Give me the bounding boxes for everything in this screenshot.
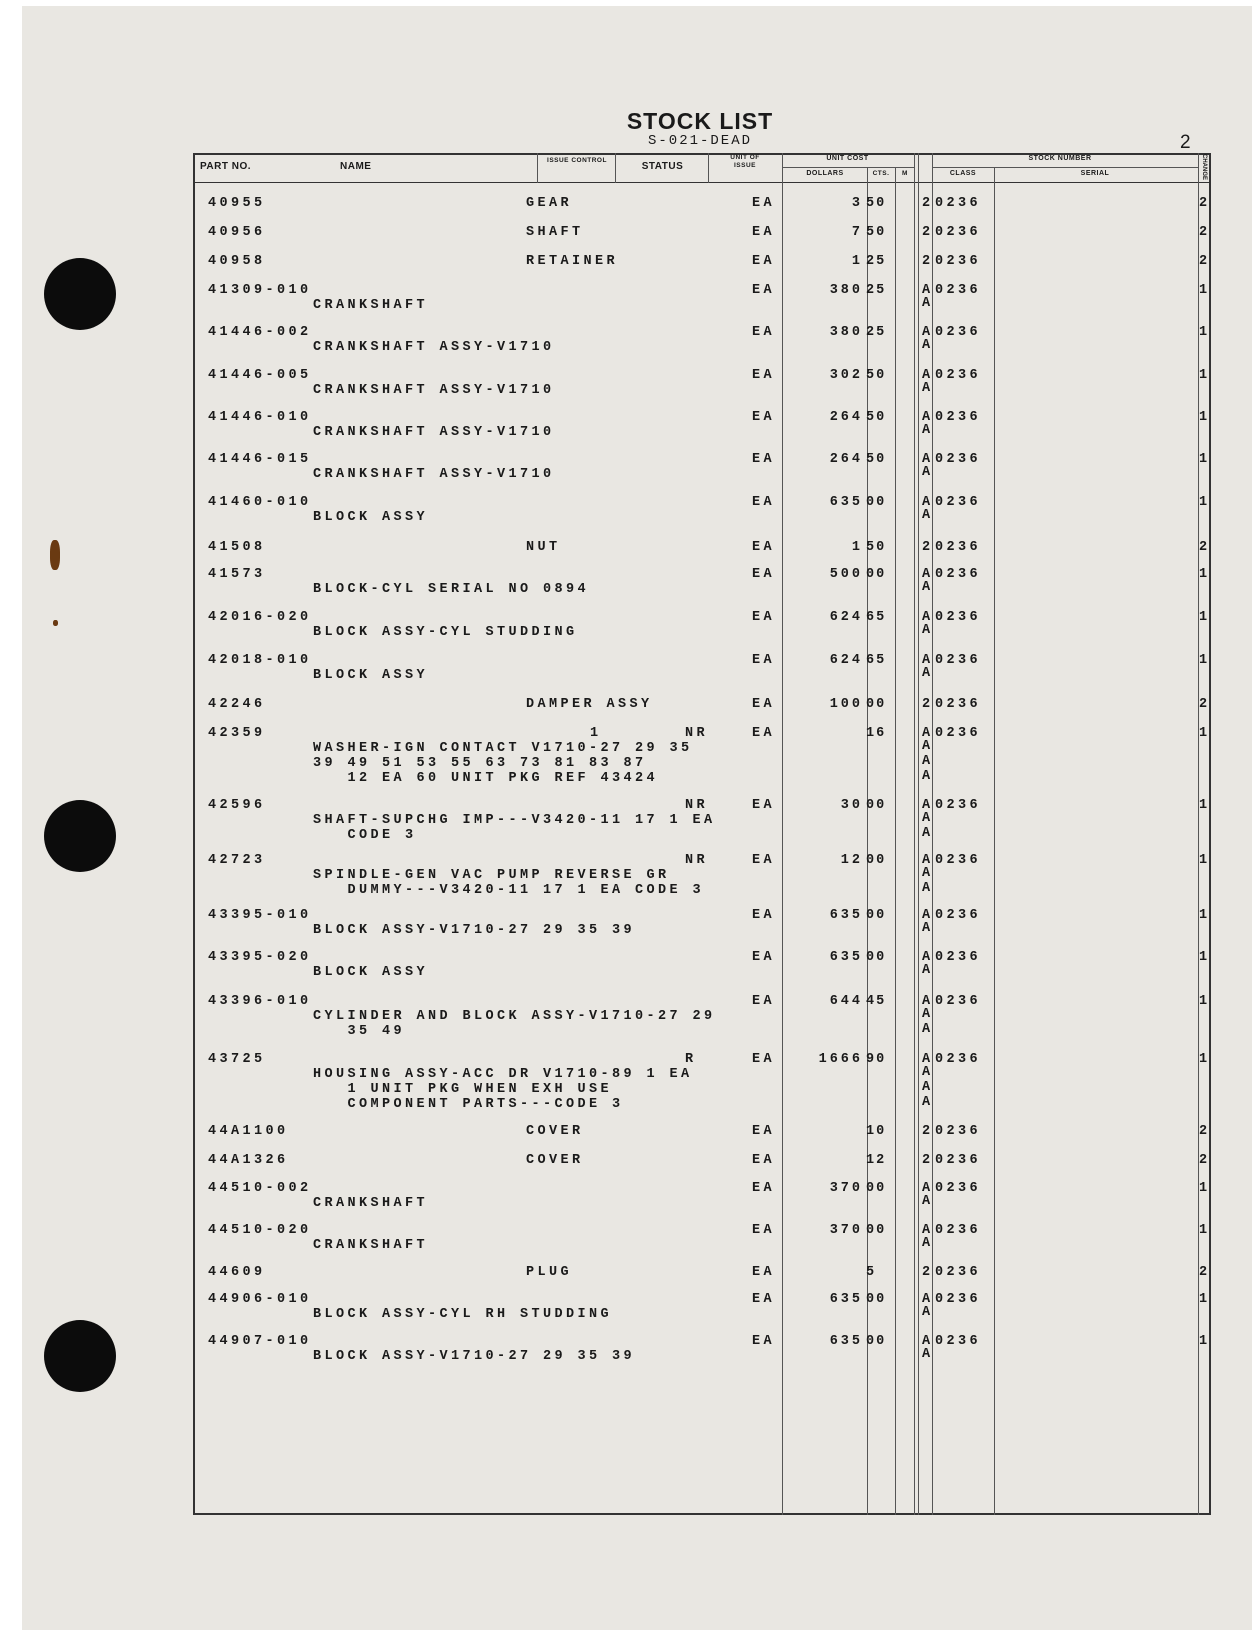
stock-class: 0236: [935, 908, 982, 923]
part-number: 41446-010: [208, 410, 312, 425]
change-code: 1: [1199, 1181, 1208, 1196]
part-number: 44510-020: [208, 1223, 312, 1238]
header-unit-cost: UNIT COST: [826, 155, 869, 162]
cost-cents: 25: [866, 254, 887, 269]
item-name: BLOCK-CYL SERIAL NO 0894: [313, 582, 590, 597]
change-code: 1: [1199, 653, 1208, 668]
header-status: STATUS: [641, 161, 684, 172]
item-name: BLOCK ASSY: [313, 668, 429, 683]
cost-m-code-continued: A: [922, 1194, 931, 1209]
change-code: 1: [1199, 1334, 1208, 1349]
issue-control: NR: [685, 726, 709, 741]
cost-cents: 00: [866, 697, 887, 712]
cost-m-code: A: [922, 567, 931, 582]
page-number: 2: [1180, 132, 1191, 153]
change-code: 1: [1199, 1223, 1208, 1238]
cost-cents: 00: [866, 1181, 887, 1196]
cost-cents: 50: [866, 452, 887, 467]
cost-dollars: 30: [840, 798, 863, 813]
item-name: COVER: [526, 1124, 584, 1139]
cost-m-code: 2: [922, 540, 931, 555]
cost-dollars: 1: [851, 254, 863, 269]
cost-m-code: 2: [922, 225, 931, 240]
item-name: PLUG: [526, 1265, 573, 1280]
stock-class: 0236: [935, 1153, 982, 1168]
stock-class: 0236: [935, 798, 982, 813]
change-code: 1: [1199, 798, 1208, 813]
change-code: 2: [1199, 697, 1208, 712]
item-name: WASHER-IGN CONTACT V1710-27 29 35: [313, 741, 693, 756]
stock-class: 0236: [935, 452, 982, 467]
unit-of-issue: EA: [752, 908, 776, 923]
part-number: 42596: [208, 798, 266, 813]
cost-m-code-continued: A: [922, 1007, 931, 1022]
column-divider: [994, 168, 995, 1515]
cost-cents: 65: [866, 653, 887, 668]
part-number: 42246: [208, 697, 266, 712]
cost-cents: 25: [866, 325, 887, 340]
item-name-continued: 39 49 51 53 55 63 73 81 83 87: [313, 756, 647, 771]
stock-class: 0236: [935, 283, 982, 298]
column-divider: [782, 153, 783, 1515]
column-divider: [914, 153, 915, 1515]
stock-class: 0236: [935, 495, 982, 510]
item-name: SHAFT-SUPCHG IMP---V3420-11 17 1 EA: [313, 813, 716, 828]
cost-cents: 16: [866, 726, 887, 741]
cost-m-code: A: [922, 1052, 931, 1067]
cost-cents: 50: [866, 540, 887, 555]
part-number: 44906-010: [208, 1292, 312, 1307]
stock-class: 0236: [935, 653, 982, 668]
item-name: COVER: [526, 1153, 584, 1168]
item-name-continued: 12 EA 60 UNIT PKG REF 43424: [313, 771, 659, 786]
item-name: CRANKSHAFT ASSY-V1710: [313, 425, 555, 440]
change-code: 1: [1199, 567, 1208, 582]
column-divider: [918, 153, 919, 1515]
header-change: CHANGE: [1201, 154, 1207, 181]
issue-control: NR: [685, 853, 709, 868]
stock-class: 0236: [935, 368, 982, 383]
column-divider: [537, 153, 538, 183]
stock-class: 0236: [935, 1052, 982, 1067]
item-name-continued: CODE 3: [313, 828, 417, 843]
page-subtitle: S-021-DEAD: [647, 133, 752, 149]
cost-dollars: 380: [829, 325, 863, 340]
cost-dollars: 3: [851, 196, 863, 211]
part-number: 42359: [208, 726, 266, 741]
stock-class: 0236: [935, 196, 982, 211]
cost-dollars: 264: [829, 452, 863, 467]
unit-of-issue: EA: [752, 225, 776, 240]
change-code: 1: [1199, 853, 1208, 868]
part-number: 41446-005: [208, 368, 312, 383]
header-stock-number: STOCK NUMBER: [1028, 155, 1092, 162]
part-number: 41446-015: [208, 452, 312, 467]
cost-m-code-continued: A: [922, 580, 931, 595]
cost-dollars: 635: [829, 495, 863, 510]
item-name: CRANKSHAFT: [313, 1238, 429, 1253]
cost-m-code: A: [922, 908, 931, 923]
stock-class: 0236: [935, 994, 982, 1009]
part-number: 43395-010: [208, 908, 312, 923]
item-name-continued: DUMMY---V3420-11 17 1 EA CODE 3: [313, 883, 705, 898]
stock-class: 0236: [935, 1124, 982, 1139]
unit-of-issue: EA: [752, 1223, 776, 1238]
cost-m-code: 2: [922, 1153, 931, 1168]
stock-class: 0236: [935, 567, 982, 582]
stock-class: 0236: [935, 325, 982, 340]
stock-class: 0236: [935, 697, 982, 712]
cost-m-code-continued: A: [922, 1065, 931, 1080]
change-code: 1: [1199, 283, 1208, 298]
cost-dollars: 370: [829, 1181, 863, 1196]
cost-cents: 50: [866, 225, 887, 240]
cost-m-code-continued: A: [922, 811, 931, 826]
unit-of-issue: EA: [752, 368, 776, 383]
unit-of-issue: EA: [752, 653, 776, 668]
cost-m-code: A: [922, 410, 931, 425]
unit-of-issue: EA: [752, 495, 776, 510]
part-number: 43396-010: [208, 994, 312, 1009]
change-code: 1: [1199, 325, 1208, 340]
part-number: 44A1326: [208, 1153, 289, 1168]
item-name: CRANKSHAFT ASSY-V1710: [313, 340, 555, 355]
cost-m-code-continued: A: [922, 1080, 931, 1095]
header-serial: SERIAL: [1080, 170, 1110, 177]
item-name: SHAFT: [526, 225, 584, 240]
cost-dollars: 635: [829, 908, 863, 923]
cost-m-code-continued: A: [922, 739, 931, 754]
cost-cents: 00: [866, 853, 887, 868]
cost-m-code: 2: [922, 196, 931, 211]
page-title: STOCK LIST: [626, 108, 774, 134]
unit-of-issue: EA: [752, 1052, 776, 1067]
change-code: 2: [1199, 1153, 1208, 1168]
part-number: 44907-010: [208, 1334, 312, 1349]
change-code: 1: [1199, 726, 1208, 741]
item-name: NUT: [526, 540, 561, 555]
cost-m-code: 2: [922, 1124, 931, 1139]
part-number: 43725: [208, 1052, 266, 1067]
item-name: GEAR: [526, 196, 573, 211]
stock-class: 0236: [935, 610, 982, 625]
stock-class: 0236: [935, 950, 982, 965]
cost-m-code-continued: A: [922, 1236, 931, 1251]
change-code: 1: [1199, 368, 1208, 383]
cost-m-code-continued: A: [922, 769, 931, 784]
unit-of-issue: EA: [752, 1181, 776, 1196]
cost-m-code-continued: A: [922, 1022, 931, 1037]
cost-m-code-continued: A: [922, 881, 931, 896]
cost-dollars: 635: [829, 950, 863, 965]
stock-class: 0236: [935, 540, 982, 555]
part-number: 44A1100: [208, 1124, 289, 1139]
unit-of-issue: EA: [752, 950, 776, 965]
unit-of-issue: EA: [752, 283, 776, 298]
unit-of-issue: EA: [752, 1265, 776, 1280]
cost-m-code-continued: A: [922, 754, 931, 769]
header-class: CLASS: [949, 170, 977, 177]
cost-cents: 00: [866, 950, 887, 965]
unit-of-issue: EA: [752, 726, 776, 741]
cost-cents: 00: [866, 1223, 887, 1238]
item-name: BLOCK ASSY-CYL RH STUDDING: [313, 1307, 613, 1322]
stock-class: 0236: [935, 225, 982, 240]
part-number: 41309-010: [208, 283, 312, 298]
cost-dollars: 100: [829, 697, 863, 712]
cost-dollars: 635: [829, 1334, 863, 1349]
unit-of-issue: EA: [752, 567, 776, 582]
cost-dollars: 624: [829, 610, 863, 625]
column-divider: [615, 153, 616, 183]
part-number: 41446-002: [208, 325, 312, 340]
part-number: 40955: [208, 196, 266, 211]
unit-of-issue: EA: [752, 254, 776, 269]
cost-cents: 50: [866, 196, 887, 211]
stock-class: 0236: [935, 1223, 982, 1238]
cost-m-code: A: [922, 283, 931, 298]
issue-control: NR: [685, 798, 709, 813]
cost-cents: 00: [866, 798, 887, 813]
cost-m-code-continued: A: [922, 623, 931, 638]
cost-m-code-continued: A: [922, 381, 931, 396]
item-name: BLOCK ASSY: [313, 510, 429, 525]
change-code: 2: [1199, 1265, 1208, 1280]
part-number: 44510-002: [208, 1181, 312, 1196]
change-code: 2: [1199, 254, 1208, 269]
cost-dollars: 635: [829, 1292, 863, 1307]
unit-of-issue: EA: [752, 410, 776, 425]
cost-m-code: A: [922, 798, 931, 813]
cost-m-code-continued: A: [922, 296, 931, 311]
cost-m-code-continued: A: [922, 423, 931, 438]
cost-m-code-continued: A: [922, 1095, 931, 1110]
part-number: 41508: [208, 540, 266, 555]
cost-cents: 90: [866, 1052, 887, 1067]
item-name: CRANKSHAFT: [313, 298, 429, 313]
item-name: SPINDLE-GEN VAC PUMP REVERSE GR: [313, 868, 670, 883]
cost-m-code: A: [922, 325, 931, 340]
part-number: 42723: [208, 853, 266, 868]
cost-dollars: 1666: [818, 1052, 863, 1067]
cost-cents: 12: [866, 1153, 887, 1168]
item-name: CRANKSHAFT ASSY-V1710: [313, 467, 555, 482]
rust-stain: [53, 620, 58, 626]
item-name-continued: 35 49: [313, 1024, 406, 1039]
header-cts: CTS.: [872, 170, 890, 177]
cost-dollars: 500: [829, 567, 863, 582]
change-code: 1: [1199, 452, 1208, 467]
binder-hole: [44, 1320, 116, 1392]
cost-m-code: A: [922, 452, 931, 467]
stock-class: 0236: [935, 1265, 982, 1280]
stock-class: 0236: [935, 1292, 982, 1307]
item-name: BLOCK ASSY-CYL STUDDING: [313, 625, 578, 640]
cost-dollars: 624: [829, 653, 863, 668]
change-code: 1: [1199, 410, 1208, 425]
cost-m-code: A: [922, 653, 931, 668]
cost-cents: 00: [866, 908, 887, 923]
header-name: NAME: [340, 161, 372, 172]
part-number: 42018-010: [208, 653, 312, 668]
cost-m-code: A: [922, 1334, 931, 1349]
unit-of-issue: EA: [752, 325, 776, 340]
item-name: CRANKSHAFT ASSY-V1710: [313, 383, 555, 398]
cost-m-code: A: [922, 726, 931, 741]
stock-class: 0236: [935, 726, 982, 741]
cost-m-code: A: [922, 950, 931, 965]
cost-m-code: A: [922, 368, 931, 383]
item-name: CRANKSHAFT: [313, 1196, 429, 1211]
item-name: BLOCK ASSY: [313, 965, 429, 980]
cost-cents: 65: [866, 610, 887, 625]
stock-class: 0236: [935, 410, 982, 425]
cost-dollars: 264: [829, 410, 863, 425]
cost-dollars: 12: [840, 853, 863, 868]
column-divider: [708, 153, 709, 183]
column-divider: [895, 168, 896, 1515]
item-name: DAMPER ASSY: [526, 697, 653, 712]
cost-dollars: 370: [829, 1223, 863, 1238]
header-subdivider: [782, 167, 914, 168]
cost-cents: 25: [866, 283, 887, 298]
binder-hole: [44, 800, 116, 872]
cost-m-code-continued: A: [922, 963, 931, 978]
cost-cents: 00: [866, 567, 887, 582]
cost-cents: 50: [866, 368, 887, 383]
column-divider: [932, 153, 933, 1515]
cost-cents: 00: [866, 1292, 887, 1307]
cost-m-code: A: [922, 994, 931, 1009]
unit-of-issue: EA: [752, 610, 776, 625]
header-part-no: PART NO.: [200, 161, 252, 172]
header-divider: [193, 182, 1211, 183]
cost-m-code-continued: A: [922, 866, 931, 881]
change-code: 1: [1199, 908, 1208, 923]
item-name-continued: 1 UNIT PKG WHEN EXH USE: [313, 1082, 613, 1097]
part-number: 42016-020: [208, 610, 312, 625]
stock-class: 0236: [935, 1334, 982, 1349]
binder-hole: [44, 258, 116, 330]
part-number: 43395-020: [208, 950, 312, 965]
header-unit-of-issue: UNIT OF ISSUE: [730, 154, 760, 169]
part-number: 41460-010: [208, 495, 312, 510]
cost-cents: 00: [866, 495, 887, 510]
part-number: 44609: [208, 1265, 266, 1280]
issue-control: R: [685, 1052, 697, 1067]
unit-of-issue: EA: [752, 853, 776, 868]
item-name: RETAINER: [526, 254, 619, 269]
cost-m-code: 2: [922, 697, 931, 712]
item-name-continued: COMPONENT PARTS---CODE 3: [313, 1097, 624, 1112]
cost-cents: 5: [866, 1265, 877, 1280]
change-code: 2: [1199, 540, 1208, 555]
unit-of-issue: EA: [752, 540, 776, 555]
cost-dollars: 1: [851, 540, 863, 555]
unit-of-issue: EA: [752, 697, 776, 712]
cost-m-code-continued: A: [922, 826, 931, 841]
cost-dollars: 380: [829, 283, 863, 298]
cost-cents: 45: [866, 994, 887, 1009]
cost-cents: 10: [866, 1124, 887, 1139]
header-issue-control: ISSUE CONTROL: [547, 157, 607, 164]
change-code: 1: [1199, 950, 1208, 965]
unit-of-issue: EA: [752, 452, 776, 467]
stock-class: 0236: [935, 254, 982, 269]
quantity-note: 1: [590, 726, 602, 741]
item-name: CYLINDER AND BLOCK ASSY-V1710-27 29: [313, 1009, 716, 1024]
column-divider: [1198, 153, 1199, 1515]
item-name: BLOCK ASSY-V1710-27 29 35 39: [313, 1349, 636, 1364]
cost-m-code: 2: [922, 1265, 931, 1280]
part-number: 41573: [208, 567, 266, 582]
cost-m-code-continued: A: [922, 1347, 931, 1362]
item-name: BLOCK ASSY-V1710-27 29 35 39: [313, 923, 636, 938]
change-code: 2: [1199, 1124, 1208, 1139]
unit-of-issue: EA: [752, 1124, 776, 1139]
unit-of-issue: EA: [752, 1334, 776, 1349]
cost-m-code-continued: A: [922, 508, 931, 523]
cost-dollars: 302: [829, 368, 863, 383]
cost-cents: 50: [866, 410, 887, 425]
part-number: 40956: [208, 225, 266, 240]
change-code: 2: [1199, 225, 1208, 240]
change-code: 1: [1199, 1052, 1208, 1067]
cost-m-code-continued: A: [922, 338, 931, 353]
unit-of-issue: EA: [752, 1292, 776, 1307]
cost-cents: 00: [866, 1334, 887, 1349]
cost-m-code: A: [922, 610, 931, 625]
cost-m-code-continued: A: [922, 465, 931, 480]
unit-of-issue: EA: [752, 196, 776, 211]
cost-m-code: A: [922, 853, 931, 868]
cost-dollars: 7: [851, 225, 863, 240]
header-m: M: [902, 170, 908, 177]
stock-class: 0236: [935, 853, 982, 868]
change-code: 1: [1199, 610, 1208, 625]
part-number: 40958: [208, 254, 266, 269]
stock-class: 0236: [935, 1181, 982, 1196]
cost-dollars: 644: [829, 994, 863, 1009]
change-code: 1: [1199, 994, 1208, 1009]
cost-m-code: A: [922, 495, 931, 510]
change-code: 1: [1199, 495, 1208, 510]
change-code: 1: [1199, 1292, 1208, 1307]
header-subdivider: [932, 167, 1198, 168]
item-name: HOUSING ASSY-ACC DR V1710-89 1 EA: [313, 1067, 693, 1082]
header-dollars: DOLLARS: [806, 170, 844, 177]
rust-stain: [50, 540, 60, 570]
change-code: 2: [1199, 196, 1208, 211]
unit-of-issue: EA: [752, 1153, 776, 1168]
unit-of-issue: EA: [752, 994, 776, 1009]
cost-m-code-continued: A: [922, 921, 931, 936]
cost-m-code: A: [922, 1181, 931, 1196]
cost-m-code: A: [922, 1292, 931, 1307]
cost-m-code: 2: [922, 254, 931, 269]
unit-of-issue: EA: [752, 798, 776, 813]
cost-m-code-continued: A: [922, 666, 931, 681]
cost-m-code: A: [922, 1223, 931, 1238]
cost-m-code-continued: A: [922, 1305, 931, 1320]
